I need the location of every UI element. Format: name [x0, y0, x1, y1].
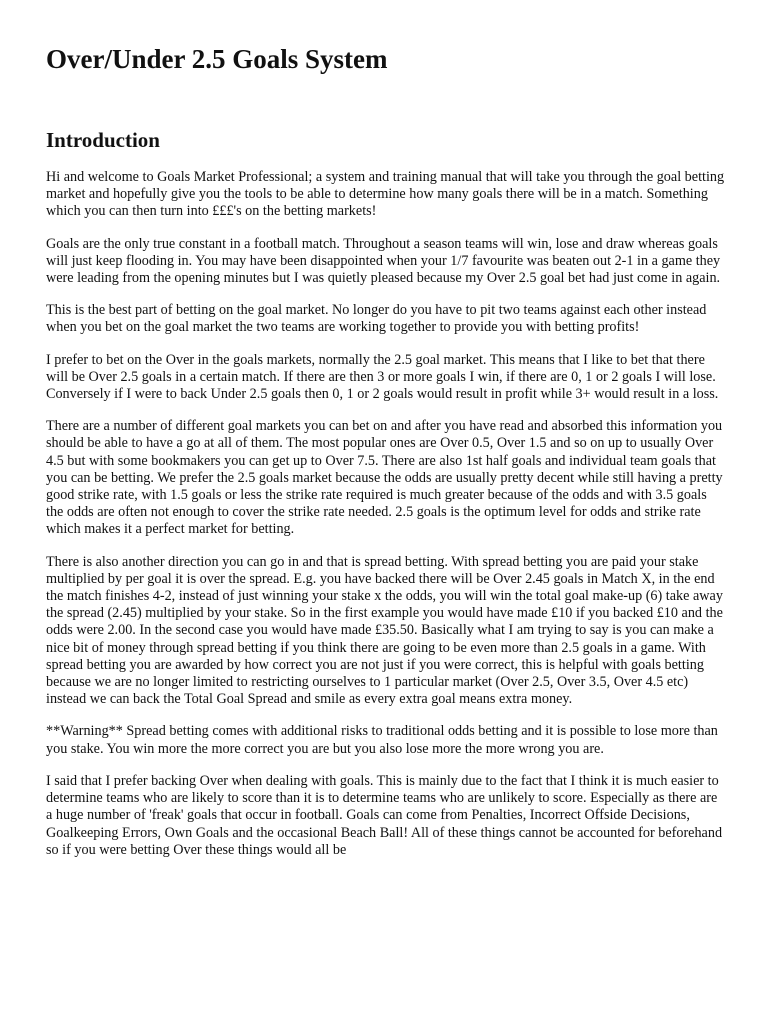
document-title: Over/Under 2.5 Goals System	[46, 44, 388, 74]
paragraph-backing-over: I said that I prefer backing Over when dealing with goals. This is mainly due to the fact that I think it is much easier to determine teams who are likely to score than it is to determine teams who are unlikely to score. Especially as there are a huge number of 'freak' goals that occur in football. Goals can come from Penalties, Incorrect Offside Decisions, Goalkeeping Errors, Own Goals and the occasional Beach Ball! All of these things cannot be accounted for beforehand so if you were betting Over these things would all be	[46, 772, 723, 858]
section-heading-introduction: Introduction	[46, 128, 160, 152]
paragraph-prefer-over: I prefer to bet on the Over in the goals markets, normally the 2.5 goal market. This means that I like to bet that there will be Over 2.5 goals in a certain match. If there are then 3 or more goals I win, if there are 0, 1 or 2 goals I will lose. Conversely if I were to back Under 2.5 goals then 0, 1 or 2 goals would result in profit while 3+ would result in a loss.	[46, 351, 719, 403]
document-body	[46, 169, 726, 874]
paragraph-goal-markets: There are a number of different goal markets you can bet on and after you have read and absorbed this information you should be able to have a go at all of them. The most popular ones are Over 0.5, Over 1.5 and so on up to usually Over 4.5 but with some bookmakers you can get up to Over 7.5. There are also 1st half goals and individual team goals that you can be betting. We prefer the 2.5 goals market because the odds are usually pretty decent while still having a pretty good strike rate, with 1.5 goals or less the strike rate required is much greater because of the odds and with 3.5 goals the odds are often not enough to cover the strike rate needed. 2.5 goals is the optimum level for odds and strike rate which makes it a perfect market for betting.	[46, 418, 723, 538]
paragraph-best-part: This is the best part of betting on the goal market. No longer do you have to pit two teams against each other instead when you bet on the goal market the two teams are working together to provide you with betting profits!	[46, 302, 707, 336]
paragraph-warning: **Warning** Spread betting comes with additional risks to traditional odds betting and it is possible to lose more than you stake. You win more the more correct you are but you also lose more the more wrong you are.	[46, 723, 718, 757]
paragraph-welcome: Hi and welcome to Goals Market Professional; a system and training manual that will take you through the goal betting market and hopefully give you the tools to be able to determine how many goals there will be in a match. Something which you can then turn into £££'s on the betting markets!	[46, 169, 725, 220]
paragraph-spread-betting: There is also another direction you can go in and that is spread betting. With spread betting you are paid your stake multiplied by per goal it is over the spread. E.g. you have backed there will be Over 2.45 goals in Match X, in the end the match finishes 4-2, instead of just winning your stake x the odds, you will win the total goal make-up (6) take away the spread (2.45) multiplied by your stake. So in the first example you would have made £10 if you backed £10 and the odds were 2.00. In the second case you would have made £35.50. Basically what I am trying to say is you can make a nice bit of money through spread betting if you think there are going to be even more than 2.5 goals in a game. With spread betting you are awarded by how correct you are not just if you were correct, this is helpful with goals betting because we are no longer limited to restricting ourselves to 1 particular market (Over 2.5, Over 3.5, Over 4.5 etc) instead we can back the Total Goal Spread and smile as every extra goal means extra money.	[46, 553, 723, 708]
paragraph-goals-constant: Goals are the only true constant in a football match. Throughout a season teams will win, lose and draw whereas goals will just keep flooding in. You may have been disappointed when your 1/7 favourite was beaten out 2-1 in a game they were leading from the opening minutes but I was quietly pleased because my Over 2.5 goal bet had just come in again.	[46, 235, 721, 287]
